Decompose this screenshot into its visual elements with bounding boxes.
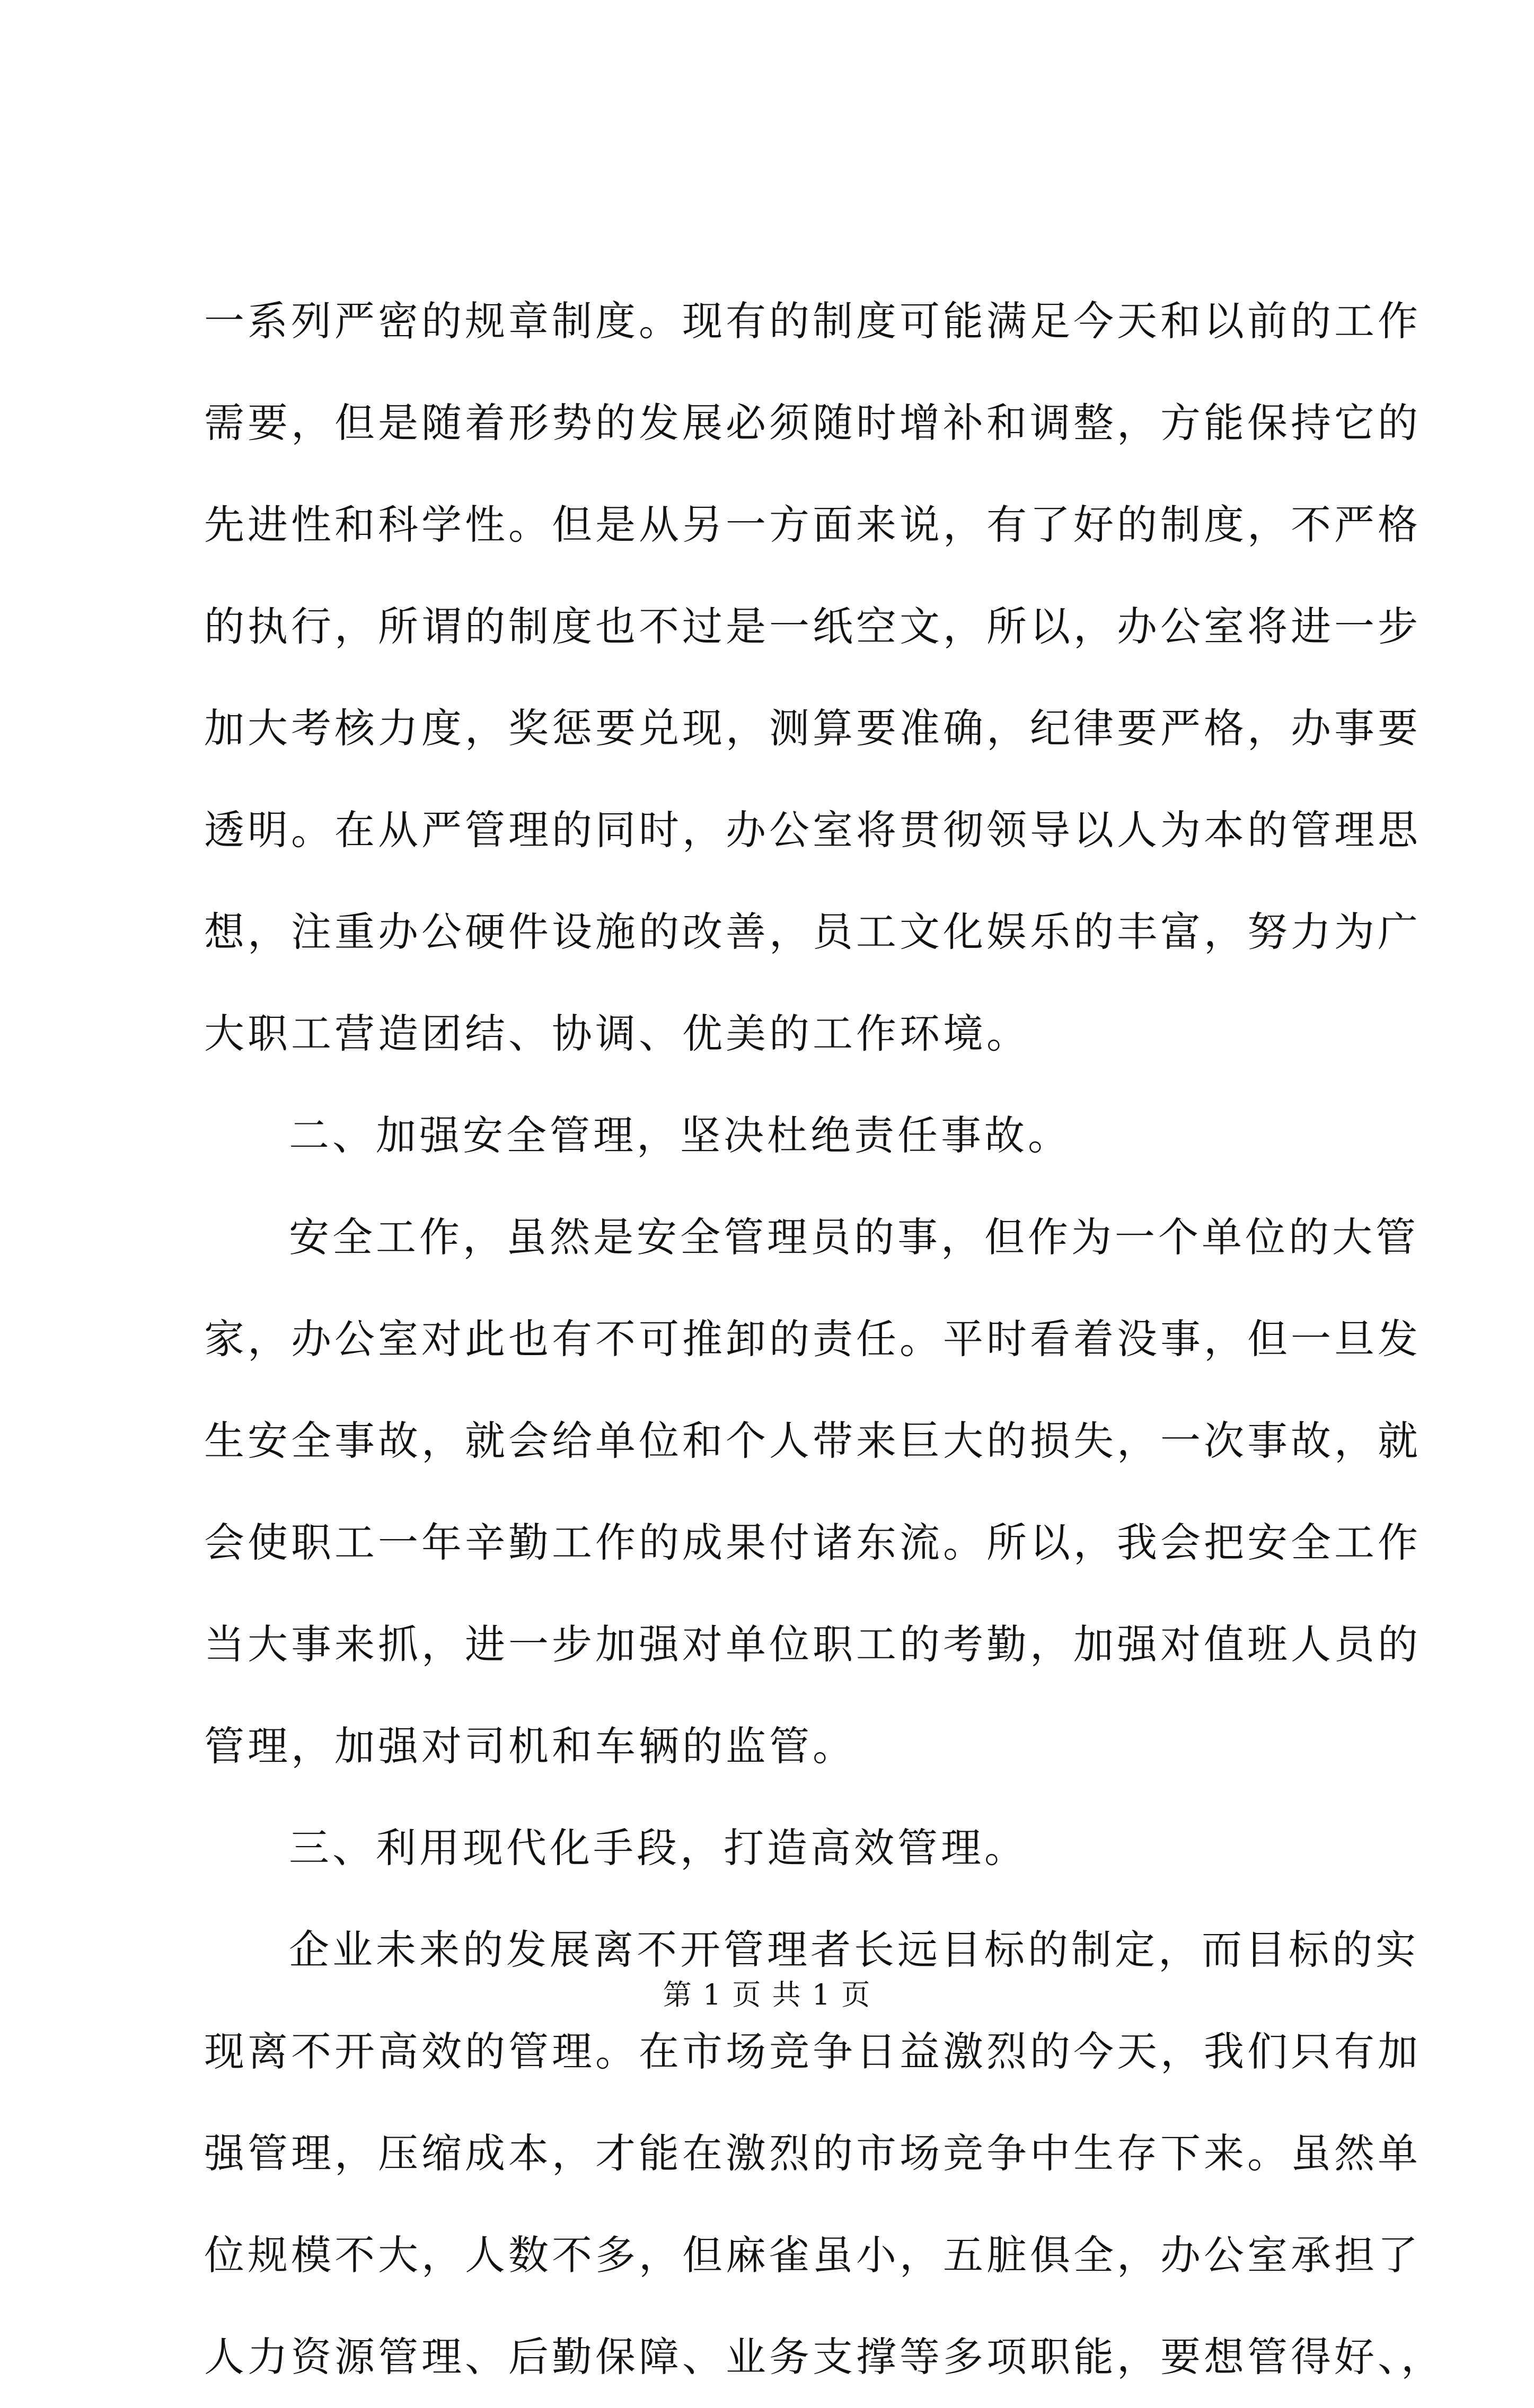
text-line: 的执行，所谓的制度也不过是一纸空文，所以，办公室将进一步 <box>204 603 1421 650</box>
text-line: 会使职工一年辛勤工作的成果付诸东流。所以，我会把安全工作 <box>204 1519 1421 1566</box>
page-footer: 第 1 页 共 1 页 <box>663 1978 871 2011</box>
text-line: 透明。在从严管理的同时，办公室将贯彻领导以人为本的管理思 <box>204 806 1421 854</box>
text-line: 管理，加强对司机和车辆的监管。 <box>204 1722 856 1770</box>
text-line: 安全工作，虽然是安全管理员的事，但作为一个单位的大管 <box>289 1214 1419 1261</box>
text-line: 现离不开高效的管理。在市场竞争日益激烈的今天，我们只有加 <box>204 2028 1421 2075</box>
text-line: 需要，但是随着形势的发展必须随时增补和调整，方能保持它的 <box>204 399 1421 446</box>
text-line: 企业未来的发展离不开管理者长远目标的制定，而目标的实 <box>289 1926 1419 1973</box>
text-line: 位规模不大，人数不多，但麻雀虽小，五脏俱全，办公室承担了 <box>204 2231 1421 2279</box>
text-line: 生安全事故，就会给单位和个人带来巨大的损失，一次事故，就 <box>204 1417 1421 1464</box>
text-line: 强管理，压缩成本，才能在激烈的市场竞争中生存下来。虽然单 <box>204 2130 1421 2177</box>
text-line: 人力资源管理、后勤保障、业务支撑等多项职能，要想管得好、， <box>204 2333 1444 2380</box>
text-line: 先进性和科学性。但是从另一方面来说，有了好的制度，不严格 <box>204 501 1421 548</box>
body-text <box>204 270 1444 2408</box>
text-line: 大职工营造团结、协调、优美的工作环境。 <box>204 1010 1030 1057</box>
text-line: 加大考核力度，奖惩要兑现，测算要准确，纪律要严格，办事要 <box>204 705 1421 752</box>
text-line: 想，注重办公硬件设施的改善，员工文化娱乐的丰富，努力为广 <box>204 908 1421 955</box>
section-heading: 三、利用现代化手段，打造高效管理。 <box>289 1824 1028 1871</box>
text-line: 当大事来抓，进一步加强对单位职工的考勤，加强对值班人员的 <box>204 1621 1421 1668</box>
section-heading: 二、加强安全管理，坚决杜绝责任事故。 <box>289 1112 1071 1159</box>
text-line: 一系列严密的规章制度。现有的制度可能满足今天和以前的工作 <box>204 297 1421 345</box>
text-line: 家，办公室对此也有不可推卸的责任。平时看着没事，但一旦发 <box>204 1315 1421 1363</box>
